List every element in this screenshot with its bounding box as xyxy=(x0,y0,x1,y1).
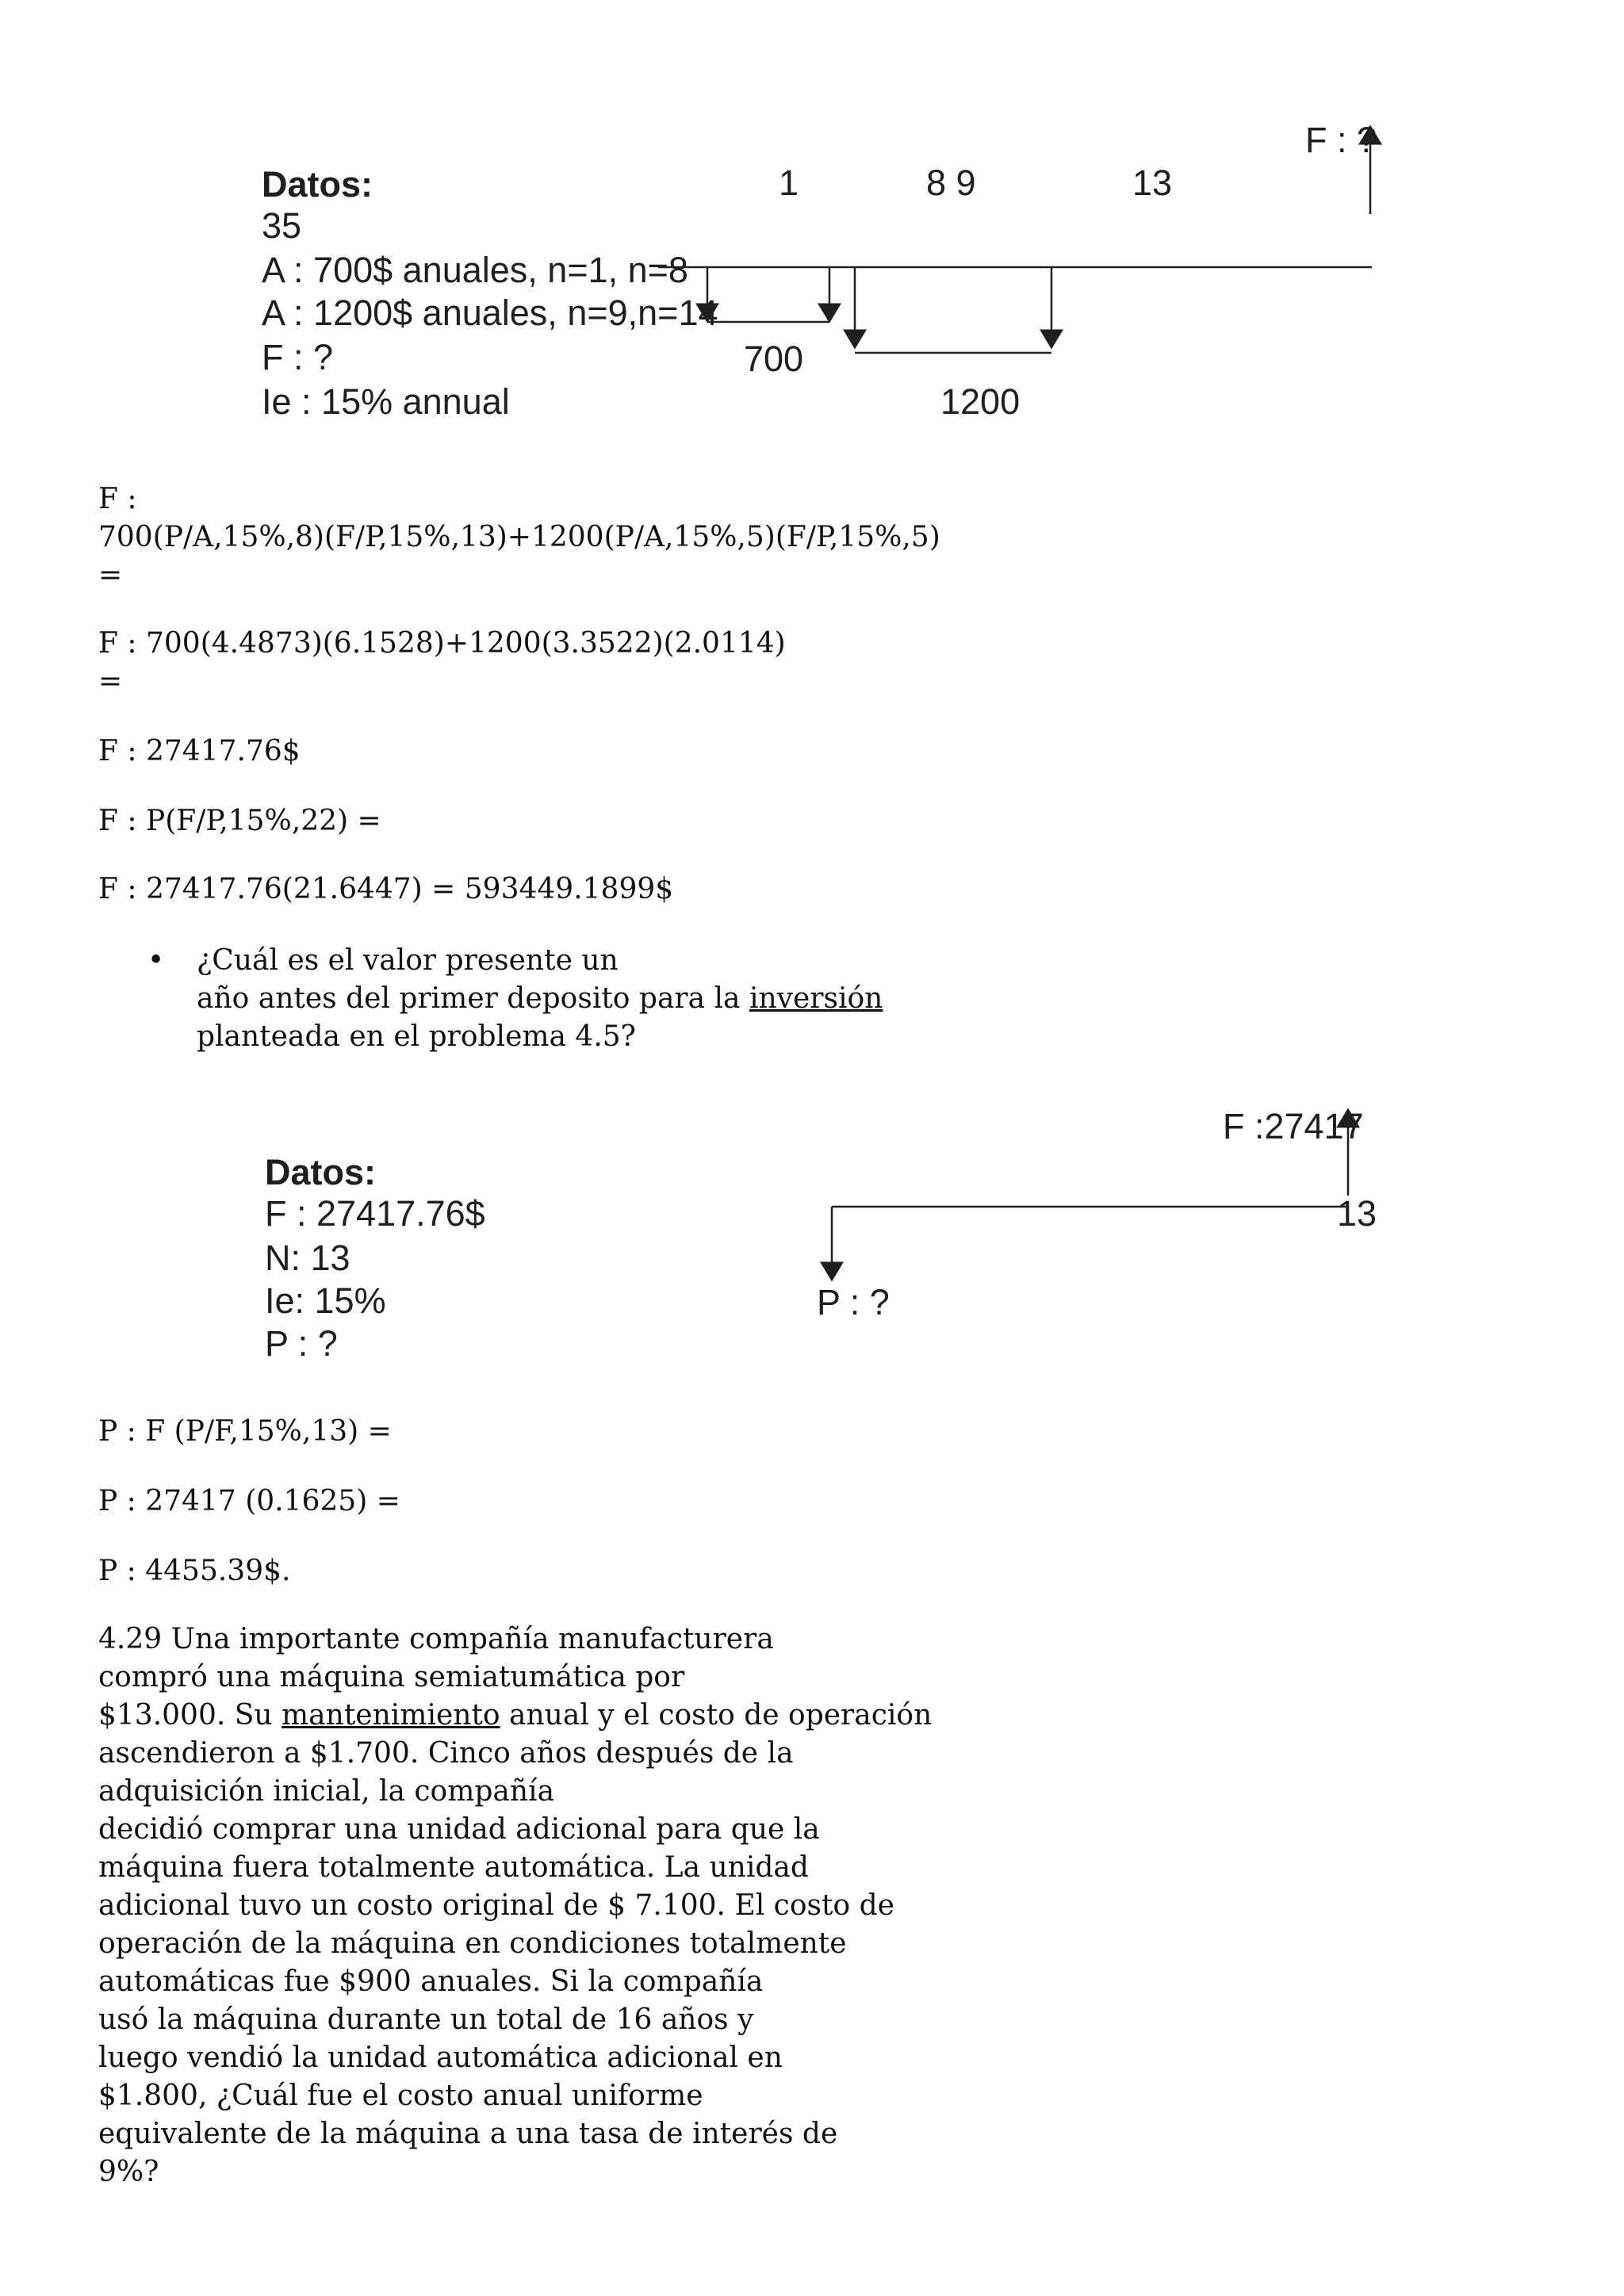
calc-future-result: F : 27417.76$ xyxy=(98,735,301,767)
problem-line: compró una máquina semiatumática por xyxy=(98,1661,685,1693)
problem-line: ascendieron a $1.700. Cinco años después de la xyxy=(98,1737,794,1770)
calc-present-substitution: P : 27417 (0.1625) = xyxy=(98,1485,400,1517)
problem-line: operación de la máquina en condiciones totalmente xyxy=(98,1927,847,1960)
problem-line-3-pre: $13.000. Su xyxy=(98,1699,282,1732)
problem-line: 9%? xyxy=(98,2156,159,2188)
mantenimiento-link[interactable]: mantenimiento xyxy=(282,1699,500,1732)
data2-line-interest: Ie: 15% xyxy=(265,1280,386,1321)
problem-line: máquina fuera totalmente automática. La unidad xyxy=(98,1851,809,1884)
problem-line: decidió comprar una unidad adicional para que la xyxy=(98,1813,820,1846)
problem-line: adquisición inicial, la compañía xyxy=(98,1775,555,1808)
present-value-label: P : ? xyxy=(817,1282,890,1322)
problem-line: adicional tuvo un costo original de $ 7.100. El costo de xyxy=(98,1889,894,1922)
data-line-35: 35 xyxy=(262,205,302,246)
data-line-future: F : ? xyxy=(262,337,334,377)
calc-line-f-label: F : xyxy=(98,483,137,515)
future-value-label-2: F :27417 xyxy=(1223,1106,1364,1146)
problem-line: automáticas fue $900 anuales. Si la compañía xyxy=(98,1965,764,1998)
data-line-annuity-1200: A : 1200$ anuales, n=9,n=14 xyxy=(262,293,718,333)
data2-line-present: P : ? xyxy=(265,1323,338,1364)
bullet-line-2-text: año antes del primer deposito para la xyxy=(197,982,749,1015)
inversion-link[interactable]: inversión xyxy=(749,982,883,1015)
problem-4-29 xyxy=(98,1621,932,2191)
future-value-label: F : ? xyxy=(1305,120,1377,160)
bullet-line-3: planteada en el problema 4.5? xyxy=(197,1020,636,1053)
amount-700-label: 700 xyxy=(744,339,804,379)
datos-label: Datos: xyxy=(262,164,373,205)
problem-line xyxy=(98,1697,932,1735)
data2-line-future: F : 27417.76$ xyxy=(265,1193,485,1234)
calc-future-p-formula: F : P(F/P,15%,22) = xyxy=(98,805,381,837)
calc-line-equals-2: = xyxy=(98,665,123,698)
amount-1200-label: 1200 xyxy=(940,381,1021,422)
calc-present-formula: P : F (P/F,15%,13) = xyxy=(98,1415,392,1448)
period-tick-8-9: 8 9 xyxy=(926,163,976,203)
data-line-interest: Ie : 15% annual xyxy=(262,381,510,422)
period-tick-1: 1 xyxy=(779,163,799,203)
bullet-dot: • xyxy=(147,944,165,977)
data-line-annuity-700: A : 700$ anuales, n=1, n=8 xyxy=(262,250,688,290)
problem-line: equivalente de la máquina a una tasa de interés de xyxy=(98,2118,838,2150)
period-tick-13-2: 13 xyxy=(1337,1193,1377,1234)
calc-line-formula: 700(P/A,15%,8)(F/P,15%,13)+1200(P/A,15%,5)(F/P,15%,5) xyxy=(98,521,940,553)
problem-line: 4.29 Una importante compañía manufacturera xyxy=(98,1623,774,1655)
problem-line: luego vendió la unidad automática adicional en xyxy=(98,2042,783,2074)
problem-line: usó la máquina durante un total de 16 años y xyxy=(98,2003,754,2036)
period-tick-13: 13 xyxy=(1132,163,1173,203)
calc-line-substitution: F : 700(4.4873)(6.1528)+1200(3.3522)(2.0114) xyxy=(98,627,786,660)
data2-line-n: N: 13 xyxy=(265,1238,350,1278)
calc-present-result: P : 4455.39$. xyxy=(98,1555,291,1587)
problem-line: $1.800, ¿Cuál fue el costo anual uniforme xyxy=(98,2080,703,2112)
problem-line-3-post: anual y el costo de operación xyxy=(500,1699,933,1732)
datos-label-2: Datos: xyxy=(265,1152,377,1192)
calc-future-final: F : 27417.76(21.6447) = 593449.1899$ xyxy=(98,873,674,905)
bullet-line-1: ¿Cuál es el valor presente un xyxy=(197,944,619,977)
calc-line-equals: = xyxy=(98,559,123,591)
